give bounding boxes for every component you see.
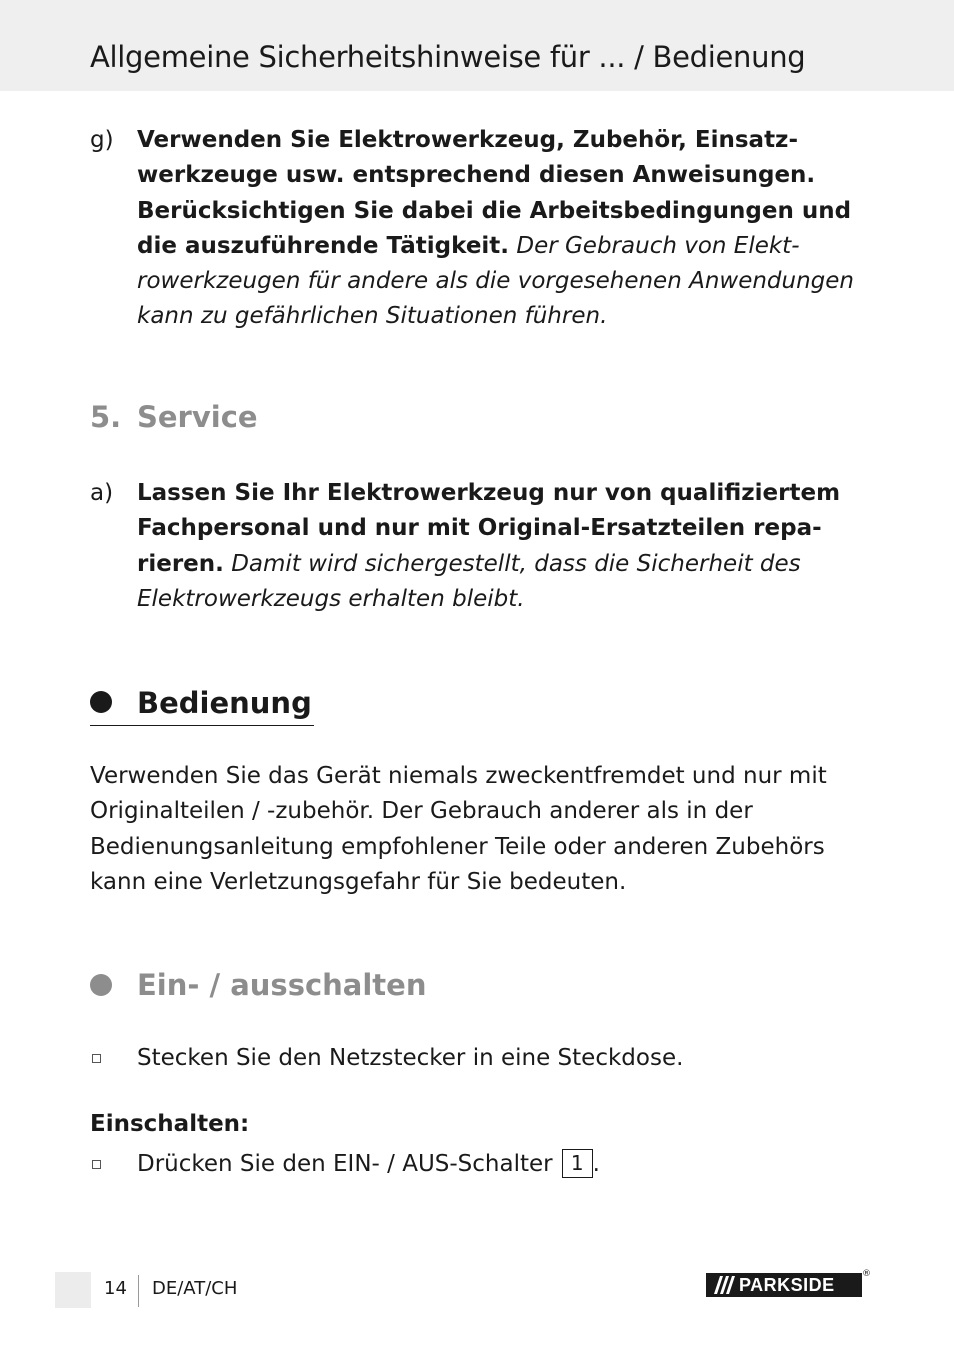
checkbox-square-icon bbox=[92, 1054, 101, 1063]
page-number: 14 bbox=[104, 1278, 127, 1299]
section-title: Service bbox=[137, 400, 258, 434]
page-header-title: Allgemeine Sicherheitshinweise für ... / Bedienung bbox=[90, 40, 806, 74]
item-italic-text: Der Gebrauch von Elektrowerkzeugen für andere als die vorgesehenen Anwendungen kann zu gefährlichen Situationen führen. bbox=[137, 232, 855, 330]
parkside-logo bbox=[706, 1269, 871, 1297]
item-bold-text: Lassen Sie Ihr Elektrowerkzeug nur von qualifiziertem Fachpersonal und nur mit Original-Ersatzteilen reparieren. bbox=[137, 480, 841, 577]
region-code: DE/AT/CH bbox=[152, 1278, 238, 1299]
subheading-einschalten: Einschalten: bbox=[90, 1111, 250, 1137]
item-marker: a) bbox=[90, 480, 114, 506]
bedienung-paragraph: Verwenden Sie das Gerät niemals zweckentfremdet und nur mit Originalteilen / -zubehör. Der Gebrauch anderer als in der Bedienungsanleitung empfohlener Teile oder anderen Zubehörs kann eine Verletzungsgefahr für Sie bedeuten. bbox=[90, 763, 827, 895]
bullet-dot-icon bbox=[90, 691, 112, 713]
section-heading-service bbox=[90, 400, 258, 434]
item-marker: g) bbox=[90, 127, 114, 153]
logo-registered-mark: ® bbox=[862, 1269, 871, 1279]
step-item bbox=[90, 1041, 870, 1075]
safety-item-g bbox=[90, 123, 870, 335]
section-number: 5. bbox=[90, 400, 122, 434]
checkbox-square-icon bbox=[92, 1160, 101, 1169]
part-reference-box: 1 bbox=[562, 1149, 593, 1178]
item-bold-text: Verwenden Sie Elektrowerkzeug, Zubehör, Einsatzwerkzeuge usw. entsprechend diesen Anweisungen. Berücksichtigen Sie dabei die Arbeitsbedingungen und die auszuführende Tätigkeit. bbox=[137, 127, 852, 259]
step-item bbox=[90, 1147, 870, 1181]
logo-wordmark: PARKSIDE bbox=[739, 1275, 835, 1295]
footer-divider bbox=[138, 1275, 139, 1307]
logo-stripes-icon bbox=[710, 1273, 738, 1297]
step-text: Drücken Sie den EIN- / AUS-Schalter bbox=[137, 1151, 553, 1177]
section-title: Bedienung bbox=[137, 686, 312, 720]
footer-marker-square bbox=[55, 1272, 91, 1308]
section-heading-bedienung bbox=[90, 683, 314, 726]
service-item-a bbox=[90, 476, 870, 617]
section-heading-ein-aus bbox=[90, 965, 426, 1005]
step-end-punct: . bbox=[592, 1151, 600, 1177]
step-text: Stecken Sie den Netzstecker in eine Steckdose. bbox=[137, 1045, 684, 1071]
bullet-dot-icon bbox=[90, 974, 112, 996]
item-italic-text: Damit wird sichergestellt, dass die Sicherheit des Elektrowerkzeugs erhalten bleibt. bbox=[137, 550, 801, 612]
section-title: Ein- / ausschalten bbox=[137, 968, 427, 1002]
